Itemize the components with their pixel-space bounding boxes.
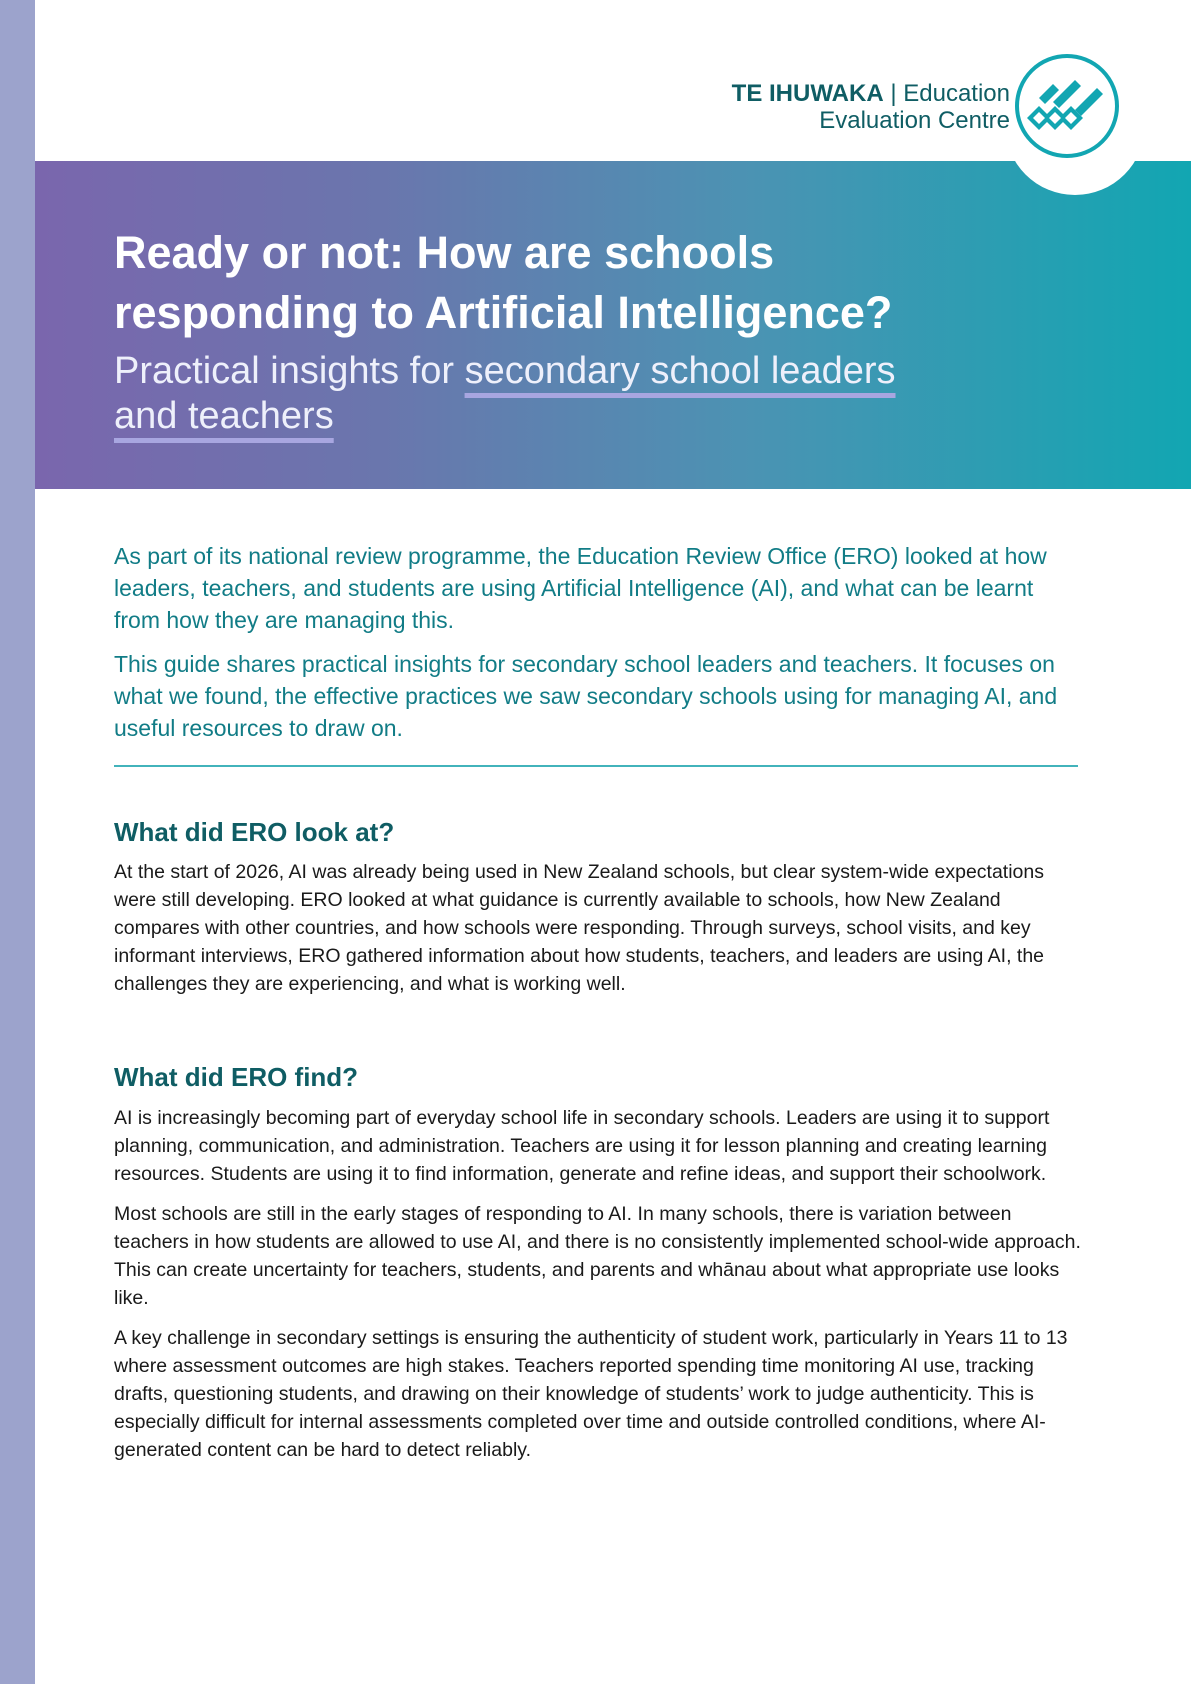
body-paragraph: Most schools are still in the early stages of responding to AI. In many schools, there is variation between teachers in how students are allowed to use AI, and there is no consistently implemented school-wide approach. This can create uncertainty for teachers, students, and parents and whānau about what appropriate use looks like. <box>114 1203 1081 1309</box>
intro-paragraph: As part of its national review programme, the Education Review Office (ERO) looked at how leaders, teachers, and students are using Artificial Intelligence (AI), and what can be learnt from how they are managing this. <box>114 543 1047 633</box>
section-body-look-at <box>114 858 1084 1010</box>
section-body-find <box>114 1104 1084 1476</box>
org-name: TE IHUWAKA <box>731 80 884 107</box>
intro-paragraph: This guide shares practical insights for secondary school leaders and teachers. It focuses on what we found, the effective practices we saw secondary schools using for managing AI, and useful resources to draw on. <box>114 651 1058 741</box>
org-separator: | <box>883 80 904 107</box>
page-title <box>114 223 1074 343</box>
page-subtitle <box>114 349 1074 439</box>
title-line-2: responding to Artificial Intelligence? <box>114 287 893 338</box>
logo-line-1 <box>732 80 1010 107</box>
body-paragraph: At the start of 2026, AI was already being used in New Zealand schools, but clear system-wide expectations were still developing. ERO looked at what guidance is currently available to schools, how New Zealand compares with other countries, and how schools were responding. Through surveys, school visits, and key informant interviews, ERO gathered information about how students, teachers, and leaders are using AI, the challenges they are experiencing, and what is working well. <box>114 861 1045 995</box>
section-heading-find: What did ERO find? <box>114 1062 359 1092</box>
title-line-1: Ready or not: How are schools <box>114 227 775 278</box>
side-accent-bar <box>0 0 35 1684</box>
intro-block <box>114 540 1084 756</box>
section-heading-look-at: What did ERO look at? <box>114 817 395 847</box>
subtitle-highlight-1: secondary school leaders <box>464 350 896 392</box>
logo-emblem-icon <box>1013 52 1121 160</box>
subtitle-highlight-2: and teachers <box>114 395 334 437</box>
subtitle-lead: Practical insights for <box>114 350 465 392</box>
body-paragraph: AI is increasingly becoming part of everyday school life in secondary schools. Leaders are using it to support planning, communication, and administration. Teachers are using it for lesson planning and creating learning resources. Students are using it to find information, generate and refine ideas, and support their schoolwork. <box>114 1107 1050 1185</box>
section-divider <box>114 765 1078 767</box>
org-line1: Education <box>903 80 1010 107</box>
logo-wordmark <box>732 80 1010 134</box>
org-line2: Evaluation Centre <box>819 107 1010 134</box>
body-paragraph: A key challenge in secondary settings is ensuring the authenticity of student work, particularly in Years 11 to 13 where assessment outcomes are high stakes. Teachers reported spending time monitoring AI use, tracking drafts, questioning students, and drawing on their knowledge of students’ work to judge authenticity. This is especially difficult for internal assessments completed over time and outside controlled conditions, where AI-generated content can be hard to detect reliably. <box>114 1327 1068 1461</box>
